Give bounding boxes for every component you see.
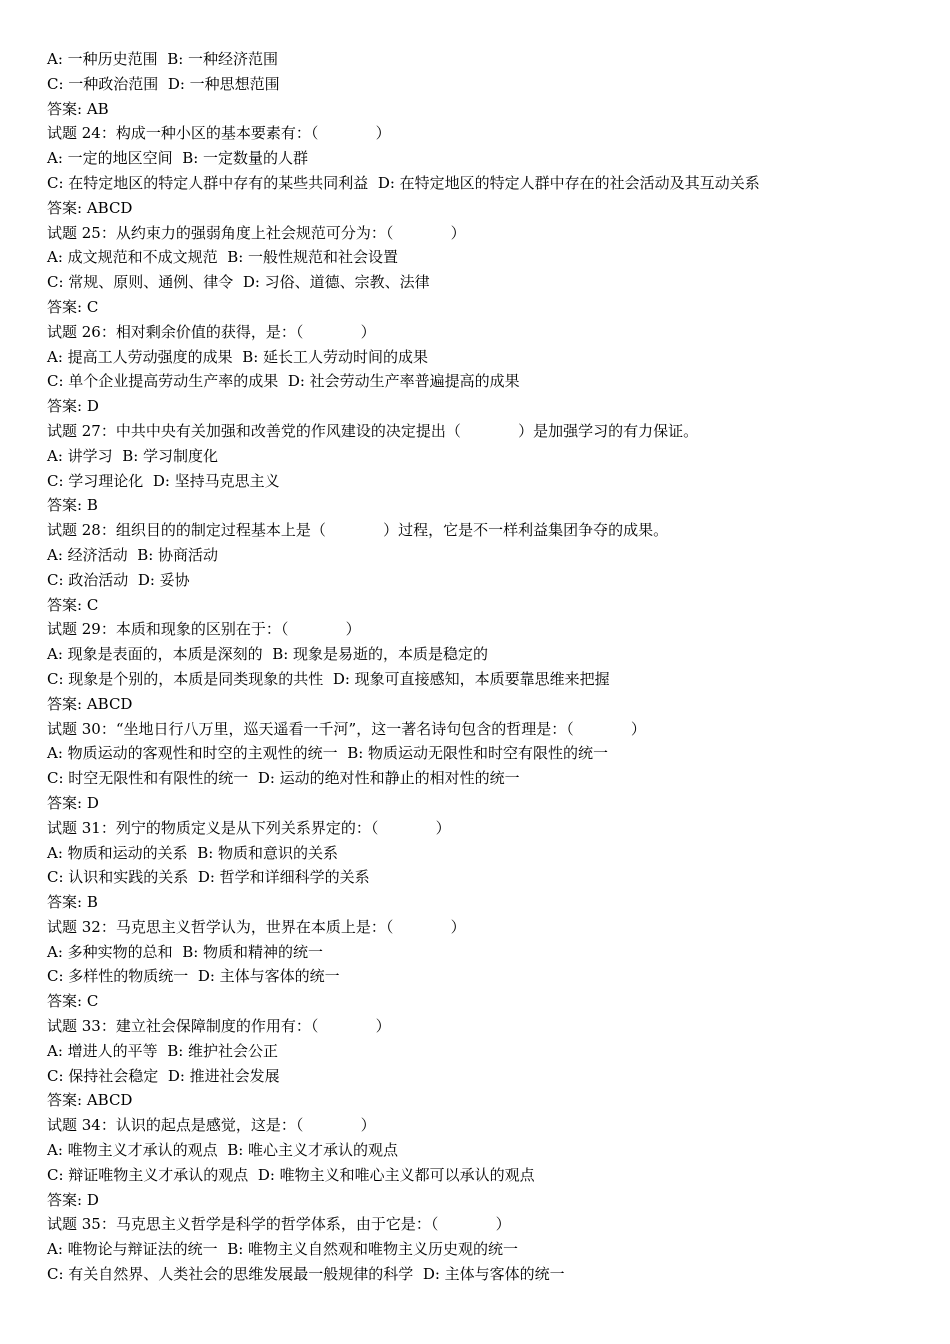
text-line: C: 一种政治范围 D: 一种思想范围 [47, 74, 280, 93]
text-line: 试题 33：建立社会保障制度的作用有：（ ） [47, 1017, 391, 1036]
text-line: 答案: D [47, 397, 99, 416]
text-line: C: 时空无限性和有限性的统一 D: 运动的绝对性和静止的相对性的统一 [47, 769, 520, 788]
text-line: C: 有关自然界、人类社会的思维发展最一般规律的科学 D: 主体与客体的统一 [47, 1265, 565, 1284]
text-line: A: 经济活动 B: 协商活动 [47, 545, 219, 564]
text-line: 答案: ABCD [47, 694, 133, 713]
text-line: 答案: C [47, 297, 99, 316]
text-line: C: 辩证唯物主义才承认的观点 D: 唯物主义和唯心主义都可以承认的观点 [47, 1165, 535, 1184]
text-line: 试题 25：从约束力的强弱角度上社会规范可分为：（ ） [47, 223, 466, 242]
text-line: 答案: D [47, 1190, 99, 1209]
text-line: C: 政治活动 D: 妥协 [47, 570, 190, 589]
text-line: A: 现象是表面的，本质是深刻的 B: 现象是易逝的，本质是稳定的 [47, 645, 489, 664]
text-line: A: 一定的地区空间 B: 一定数量的人群 [47, 149, 309, 168]
text-line: A: 多种实物的总和 B: 物质和精神的统一 [47, 942, 324, 961]
text-line: A: 一种历史范围 B: 一种经济范围 [47, 50, 279, 68]
text-line: 试题 27：中共中央有关加强和改善党的作风建设的决定提出（ ）是加强学习的有力保证。 [47, 421, 699, 440]
text-line: A: 唯物主义才承认的观点 B: 唯心主义才承认的观点 [47, 1141, 399, 1160]
text-line: A: 物质和运动的关系 B: 物质和意识的关系 [47, 843, 339, 862]
text-line: 答案: ABCD [47, 1091, 133, 1110]
text-line: 答案: C [47, 992, 99, 1011]
text-line: A: 成文规范和不成文规范 B: 一般性规范和社会设置 [47, 248, 399, 267]
text-line: 答案: B [47, 496, 98, 515]
text-line: A: 提高工人劳动强度的成果 B: 延长工人劳动时间的成果 [47, 347, 429, 366]
text-line: A: 物质运动的客观性和时空的主观性的统一 B: 物质运动无限性和时空有限性的统一 [47, 744, 609, 763]
text-line: 试题 30：“坐地日行八万里，巡天遥看一千河”，这一著名诗句包含的哲理是：（ ） [47, 719, 646, 738]
text-line: 答案: ABCD [47, 198, 133, 217]
text-line: 试题 26：相对剩余价值的获得，是：（ ） [47, 322, 376, 341]
text-line: C: 在特定地区的特定人群中存有的某些共同利益 D: 在特定地区的特定人群中存在的社会活动及其互动关系 [47, 173, 760, 192]
text-line: 答案: B [47, 893, 98, 912]
text-line: 试题 28：组织目的的制定过程基本上是（ ）过程，它是不一样利益集团争夺的成果。 [47, 521, 669, 540]
text-line: 答案: C [47, 595, 99, 614]
text-line: C: 保持社会稳定 D: 推进社会发展 [47, 1066, 280, 1085]
text-line: 试题 29：本质和现象的区别在于：（ ） [47, 620, 361, 639]
text-line: C: 现象是个别的，本质是同类现象的共性 D: 现象可直接感知，本质要靠思维来把握 [47, 669, 610, 688]
text-line: 试题 24：构成一种小区的基本要素有：（ ） [47, 124, 391, 143]
text-line: 试题 35：马克思主义哲学是科学的哲学体系，由于它是：（ ） [47, 1215, 511, 1234]
document-body [47, 47, 937, 1287]
text-line: C: 学习理论化 D: 坚持马克思主义 [47, 471, 280, 490]
text-line: C: 单个企业提高劳动生产率的成果 D: 社会劳动生产率普遍提高的成果 [47, 372, 520, 391]
text-line: C: 常规、原则、通例、律令 D: 习俗、道德、宗教、法律 [47, 273, 430, 292]
text-line: 答案: AB [47, 99, 109, 118]
text-line: 试题 32：马克思主义哲学认为，世界在本质上是：（ ） [47, 917, 466, 936]
text-line: C: 多样性的物质统一 D: 主体与客体的统一 [47, 967, 340, 986]
text-line: C: 认识和实践的关系 D: 哲学和详细科学的关系 [47, 868, 370, 887]
text-line: 答案: D [47, 793, 99, 812]
text-line: A: 讲学习 B: 学习制度化 [47, 446, 219, 465]
text-line: 试题 31：列宁的物质定义是从下列关系界定的：（ ） [47, 818, 451, 837]
text-line: A: 唯物论与辩证法的统一 B: 唯物主义自然观和唯物主义历史观的统一 [47, 1240, 519, 1259]
text-line: 试题 34：认识的起点是感觉，这是：（ ） [47, 1116, 376, 1135]
text-line: A: 增进人的平等 B: 维护社会公正 [47, 1041, 279, 1060]
